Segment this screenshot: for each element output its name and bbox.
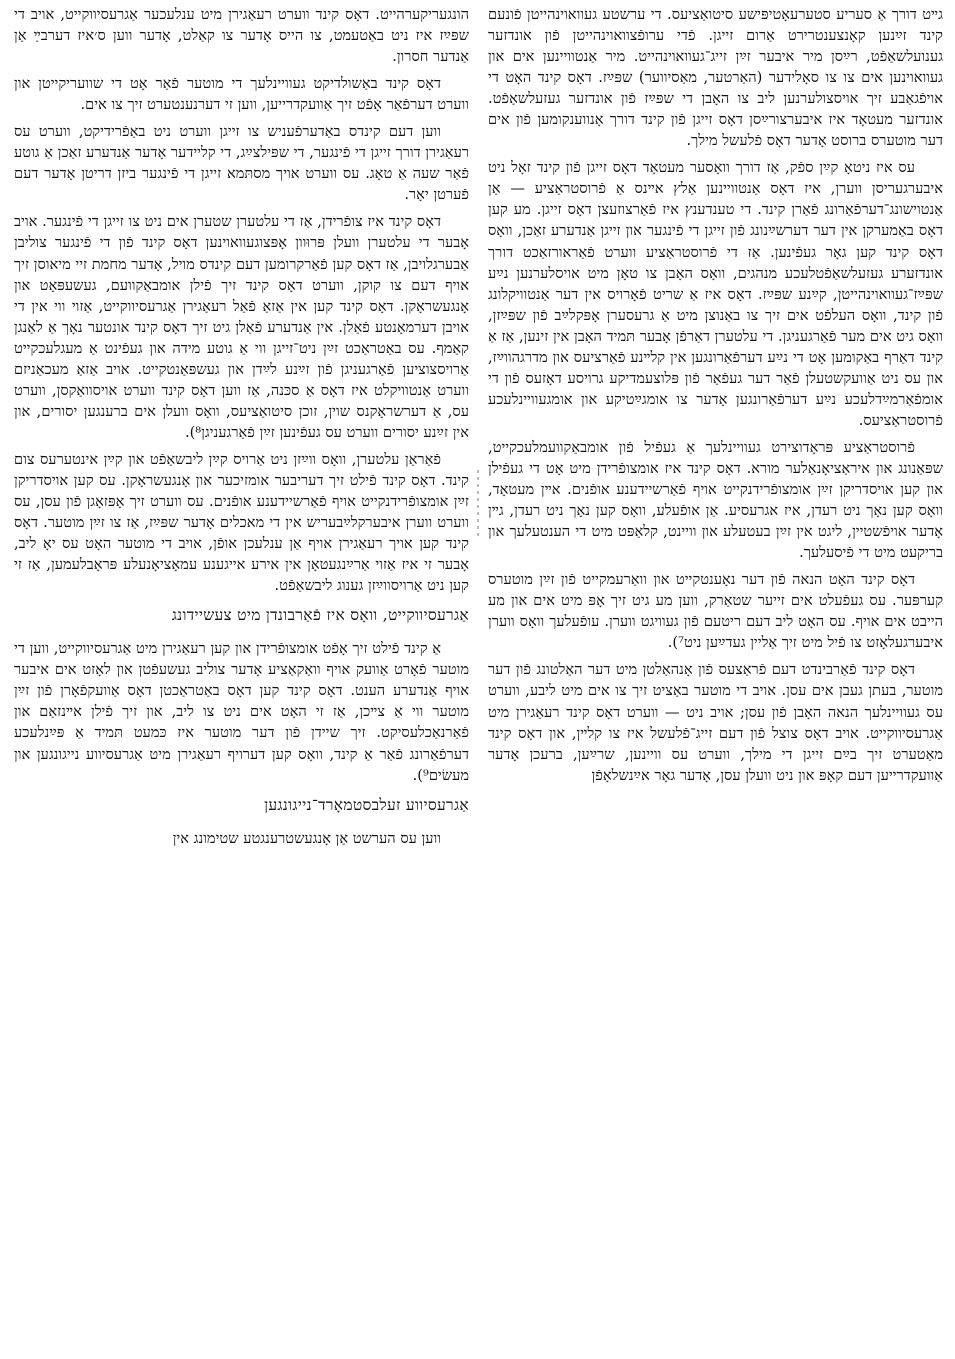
- paragraph: דאָס קינד פֿאַרבינדט דעם פֿראַצעס פֿון אָנהאַלטן מיט דער האַלטונג פֿון דער מוטער, בעתן געבן אים עסן. אויב די מוטער באַציט זיך צו אים מיט ליבע, ווערט עס געוויינלעך הנאה האָבן פֿון עסן; אויב ניט — ווערט דאָס קינד רעאַגירן מיט אַגרעסיווקייט. אויב דאָס צוצל פֿון דעם זייג־פֿלעשל איז צו קלײן, און דאָס קינד מאַטערט זיך בײַם זייגן די מילך, ווערט עס וויינען, שרײַען, ברעכן אָדער אַוועקדרייען דעם קאָפּ און ניט וועלן עסן, אָדער גאָר אײַנשלאָפֿן: [488, 661, 943, 784]
- paragraph: דאָס קינד באַשולדיקט געוויינלעך די מוטער פֿאַר אָט די שוועריקייטן און ווערט דערפֿאַר אָפֿט זיך אַוועקדרייען, ווען זי דערנענטערט זיך צו אים.: [14, 75, 469, 114]
- paragraph: פֿרוסטראַציע פּראָדוצירט געוויינלעך אַ געפֿיל פֿון אומבאַקוועמלעכקייט, שפּאַנונג און איראַציאָנאַלער מורא. דאָס קינד איז אומצופֿרידן מיט אָט די געפֿילן און קען אויסדריקן זײַן אומצופֿרידנקייט אויף פֿאַרשיידענע אופֿנים. אײן מעטאָד, וואָס קען נאָך ניט רעדן, איז אגרעסיע. אַן אופֿעלע, וואָס קען נאָך ניט רעדן, גײן אָדער אויפֿשטיין, ליגט אין זײַן בעטעלע און וויינט, קלאַפּט מיט די הענטעלעך און בריקעט מיט די פֿיסעלעך.: [488, 438, 943, 562]
- section-heading: אַגרעסיווקייט, וואָס איז פֿאַרבונדן מיט צעשיידונג: [171, 606, 469, 625]
- paragraph: דאָס קינד איז צופֿרידן, אַז די עלטערן שטערן אים ניט צו זייגן די פֿינגער. אויב אָבער די עלטערן וועלן פּרוּוון אָפּצוגעוואוינען דאָס קינד פֿון די פֿינגער צוליבן אַבערגלויבן, אַז דאָס קען פֿאַרקרומען דעם קינדס מויל, אָדער מחמת זיי מיאוסן זיך אויף דעם צו קוקן, ווערט דאָס קינד זיך פֿילן אומבאַקוועם, געשעפּאָט און אָנגעשראָקן. דאָס קינד קען אין אַזאַ פֿאַל רעאַגירן אַגרעסיווקייט, אַזוי ווי אין די אויבן דערמאָנטע פֿאַלן. אין אַנדערע פֿאַלן גיט זיך דאָס קינד אונטער נאָך אַ לאַנגן קאַמף. עס באַטראַכט זײַן ניט־זייגן ווי אַ גוטע מידה און געפֿינט אַ מעגלעכקייט אַרויסצוציען פֿאַרגעניגן פֿון זײַנע לײַדן און געשפּאַנטקייט. אויב אַזאַ מעכאַניזם ווערט אַנטוויקלט איז דאָס אַ סכּנה, אַז ווען דאָס קינד ווערט אויסוואַקסן, ווערט עס, אַ דערשראָקנס שוין, זוכן סיטואַציעס, וואָס וועלן אים ברענגען יסורים, און אין זײַנע יסורים ווערט עס געפֿינען זײַן פֿאַרגעניגן⁸).: [14, 213, 469, 441]
- paragraph: עס איז ניטאָ קײַן ספֿק, אַז דורך וואָסער מעטאָד דאָס זייגן פֿון קינד זאָל ניט איבערגעריסן ווערן, איז דאָס אַנטוויינען אַלץ אײנס אַ פֿרוסטראַציע — אַן אַנטוישונג־דערפֿאַרונג פֿאַרן קינד. די טענדענץ איז פֿאַרצוזעצן דאָס זייגן. מע קען דאָס באַמערקן אין דער דערשײַנונג פֿון זייגן די פֿינגער און זייגן אַנדערע זאַכן, וואָס דאָס קינד קען גאָר געפֿינען. אַז די פֿרוסטראַציע ווערט פֿאַראורזאַכט דורך אונדזערע געזעלשאַפֿטלעכע מנהגים, וואָס האָבן צו טאָן מיט אויסלערנען נײַע שפּײַז־געוואוינהייטן, קײַנע שפּײַז. דאָס איז אַ שריט פֿאָרויס אין דער אַנטוויקלונג פֿון קינד, וואָס העלפֿט אים זיך צו באַנוצן מיט אַ גרעסערן אָפּקלײַב פֿון שפּײַזן, וואָס גיט אים מער פֿאַרגעניגן. די עלטערן דאַרפֿן אָבער תּמיד האָבן אין זינען, אַז אַ קינד דאַרף באַקומען אָט די נײַע דערפֿאַרונגען אין קלײנע פֿאַרציעס און מדרגהווײַז, און עס ניט אַוועקשטעלן פֿאַר דער געפֿאַר פֿון פּלוצעמדיקע גרויסע דאָזעס פֿון די אומפֿאַרמײַדלעכע נײַע דערפֿאַרונגען אָדער צו אומגײַטיקע און אומגעוויינלעכע פֿרוסטראַציעס.: [488, 159, 943, 429]
- column-gutter-mark: [477, 470, 479, 540]
- paragraph: פֿאַראַן עלטערן, וואָס ווײַזן ניט אַרויס קײַן ליבשאַפֿט און קײַן אינטערעס צום קינד. דאָס קינד פֿילט זיך דעריבער אומזיכער און אָנגעשראָקן. עס קען אויסדריקן זײַן אומצופֿרידנקייט אויף פֿאַרשיידענע אופֿנים. עס ווערט זיך אָפּזאָגן פֿון עסן, עס ווערט ווערן איבערקלײַבעריש אין די מאכלים אָדער שפּײַז, אַז צו זײַן מוטער. דאָס קינד קען אויך רעאַגירן אויף אַן ענלעכן אופֿן, אויב די מוטער האָט עס יאָ ליב, אָבער זי איז אַזוי אַרײַנגעטאָן אין אירע אייגענע עמאָציאָנעלע פּראָבלעמען, אַז זי קען ניט אַרויסווײַזן גענוג ליבשאַפֿט.: [14, 450, 469, 595]
- paragraph: גײט דורך אַ סעריע סטערעאָטיפּישע סיטואַציעס. די ערשטע געוואוינהייטן פֿונעם קינד זײַנען קאָנצענטרירט אַרום זייגן. פֿדי ערופֿצוואוינהייטן פֿון אונדזער גענועלשאַפֿט, רײַסן מיר איבער זײַן זייג־געוואוינהייט. מיר אַנטוויינען אים און געוואוינען אים צו צו סאָלידער (האַרטער, מאַסיווער) שפּײַז. דאָס קינד האָט די אויפֿגאַבע זיך אויסצולערנען ליב צו האָבן די שפּײַז פֿון אונדזער געזעלשאַפֿט. אונדזער מעטאָד איז איבערצורײַסן דאָס זייגן פֿון קינד דורך אָנווענקומען פֿון אים דער מוטערס ברוסט אָדער דאָס פֿלעשל מילך.: [488, 6, 943, 150]
- paragraph: דאָס קינד האָט הנאה פֿון דער נאָענטקייט און וואַרעמקייט פֿון זײַן מוטערס קערפּער. עס געפֿעלט אים זייער שטאַרק, ווען מע גיט זיך אָפּ מיט אים און מע הייבט אים אויף. עס האָט ליב דעם ריטעם פֿון געוויגט ווערן. עופֿעלעך וואָס ווערן איבערגעלאָזט צו פֿיל מיט זיך אַליין געדײַען ניט⁷).: [488, 571, 943, 652]
- right-column: [488, 4, 943, 1359]
- paragraph: הונגעריקערהייט. דאָס קינד ווערט רעאַגירן מיט ענלעכער אַגרעסיווקייט, אויב די שפּײַז איז ניט באַטעמט, צו הייס אָדער צו קאַלט, אָדער ווען ס׳איז דערבײַ אַן אַנדער חסרון.: [14, 6, 469, 66]
- left-column: [14, 4, 469, 1359]
- section-heading: אַגרעסיווע זעלבסטמאָרד־נייגונגען: [264, 795, 469, 814]
- paragraph: ווען עס הערשט אַן אָנגעשטרענגטע שטימונג אין: [172, 829, 441, 847]
- paragraph: אַ קינד פֿילט זיך אָפֿט אומצופֿרידן און קען רעאַגירן מיט אַגרעסיווקייט, ווען די מוטער פֿאָרט אַוועק אויף וואַקאַציע אָדער צוליב געשעפֿטן און לאָזט אים איבער אויף אַנדערע הענט. דאָס קינד קען דאָס באַטראַכטן דאָס אַוועקפֿאָרן פֿון זײַן מוטער ווי אַ צײכן, אַז זי האָט אים ניט צו ליב, און זיך פֿילן אײנזאַם און פֿאַרנאַכלעסיקט. זיך שיידן פֿון דער מוטער איז כּמעט תּמיד אַ פּײַנלעכע דערפֿאַרונג פֿאַר אַ קינד, וואָס קען דערויף רעאַגירן מיט אַגרעסיווע נייגונגען און מעשׂים⁹).: [14, 640, 469, 784]
- paragraph: ווען דעם קינדס באַדערפֿעניש צו זייגן ווערט ניט באַפֿרידיקט, ווערט עס רעאַגירן דורך זייגן די פֿינגער, די שפּילצײַג, די קליידער אָדער אַנדערע זאַכן אַ גוטע פֿאַר שעה אַ טאָג. עס ווערט אויך מסתּמא זייגן די פֿינגער ביזן דריטן אָדער דעם פֿערטן יאָר.: [14, 123, 469, 204]
